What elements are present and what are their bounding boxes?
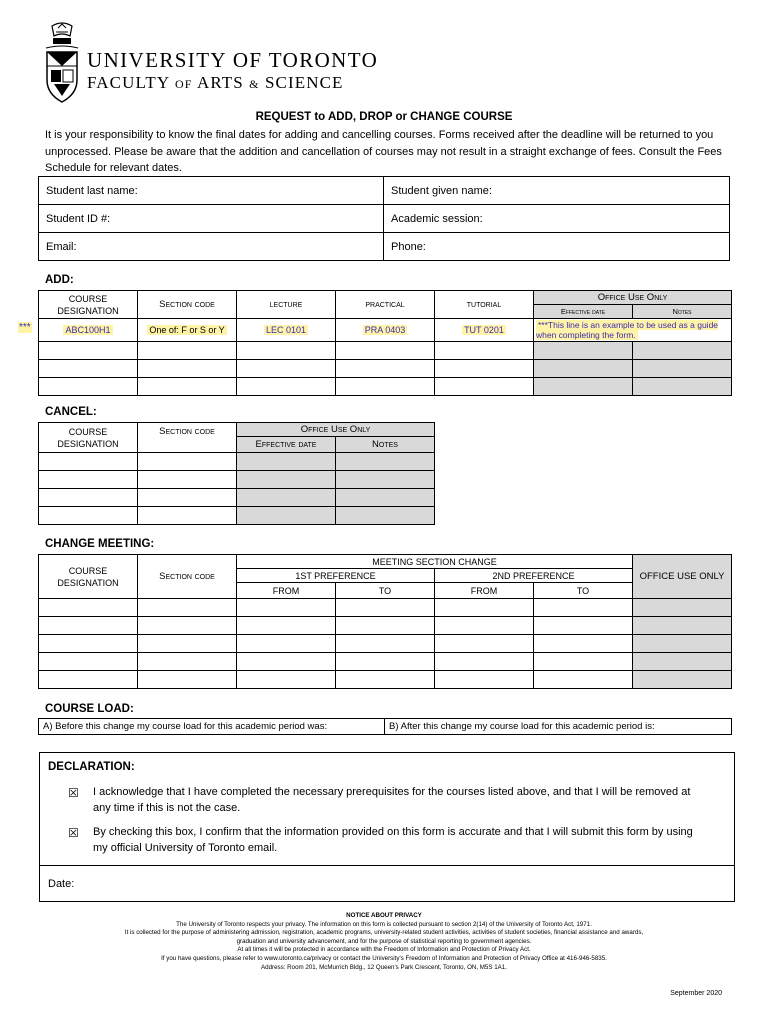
example-section: One of: F or S or Y <box>149 325 225 335</box>
privacy-title: NOTICE ABOUT PRIVACY <box>346 912 422 919</box>
pref1-from: FROM <box>237 583 336 599</box>
add-col-notes: Notes <box>633 305 732 319</box>
add-table <box>38 290 732 396</box>
meeting-section-change: MEETING SECTION CHANGE <box>237 555 633 569</box>
form-title: REQUEST to ADD, DROP or CHANGE COURSE <box>255 111 513 123</box>
add-section-label: ADD: <box>45 274 74 286</box>
cancel-col-section: Section code <box>138 423 237 453</box>
privacy-line: It is collected for the purpose of administering admission, registration, academic programs, university-related student activities, activities of student societies, financial assistance and awards, <box>124 929 644 937</box>
table-row <box>39 599 732 617</box>
change-section-label: CHANGE MEETING: <box>45 538 155 550</box>
first-preference: 1ST PREFERENCE <box>237 569 435 583</box>
cancel-col-notes: Notes <box>336 437 435 453</box>
pref1-to: TO <box>336 583 435 599</box>
table-row <box>39 471 435 489</box>
table-row <box>39 653 732 671</box>
add-col-tutorial: tutorial <box>435 291 534 319</box>
revision-date: September 2020 <box>670 990 722 997</box>
course-load-after-field[interactable]: B) After this change my course load for this academic period is: <box>385 719 732 735</box>
faculty-name: FACULTY OF ARTS & SCIENCE <box>87 73 344 92</box>
checkbox-checked-icon[interactable]: ☒ <box>68 826 79 840</box>
student-last-name-field[interactable]: Student last name: <box>39 177 384 205</box>
table-row <box>39 671 732 689</box>
university-name: UNIVERSITY OF TORONTO <box>87 48 379 72</box>
add-col-practical: practical <box>336 291 435 319</box>
add-col-lecture: lecture <box>237 291 336 319</box>
table-row <box>39 489 435 507</box>
course-load-label: COURSE LOAD: <box>45 703 134 715</box>
table-row <box>39 342 732 360</box>
pref2-to: TO <box>534 583 633 599</box>
university-crest-icon <box>44 22 80 104</box>
table-row <box>39 617 732 635</box>
add-office-use: Office Use Only <box>534 291 732 305</box>
example-course: ABC100H1 <box>65 325 111 335</box>
privacy-line: graduation and university advancement, and for the purpose of statistical reporting to government agencies. <box>236 937 532 945</box>
example-practical: PRA 0403 <box>364 325 406 335</box>
change-col-course: COURSE DESIGNATION <box>39 555 138 599</box>
student-info-table <box>38 176 730 261</box>
privacy-line: If you have questions, please refer to www.utoronto.ca/privacy or contact the University's Freedom of Information and Protection of Privacy Office at 416-946-5835. <box>161 954 607 962</box>
course-load-table <box>38 718 732 735</box>
add-example-row <box>39 319 732 342</box>
date-field[interactable]: Date: <box>48 878 75 890</box>
academic-session-field[interactable]: Academic session: <box>384 205 730 233</box>
letterhead <box>40 22 440 104</box>
student-given-name-field[interactable]: Student given name: <box>384 177 730 205</box>
intro-paragraph: It is your responsibility to know the final dates for adding and cancelling courses. Forms received after the deadline will be returned to you unprocessed. Please be aware that the addition and cancellation of courses may not result in a straight exchange of fees. Consult the Fees Schedule for relevant dates. <box>45 129 722 174</box>
example-marker: *** <box>19 322 31 333</box>
add-col-section: Section code <box>138 291 237 319</box>
example-note: ***This line is an example to be used as a guide when completing the form. <box>536 320 719 340</box>
cancel-col-course: COURSE DESIGNATION <box>39 423 138 453</box>
privacy-line: Address: Room 201, McMurrich Bldg., 12 Queen's Park Crescent, Toronto, ON, M5S 1A1. <box>261 963 507 971</box>
table-row <box>39 378 732 396</box>
declaration-text-1: I acknowledge that I have completed the necessary prerequisites for the courses listed above, and that I will be removed at any time if this is not the case. <box>93 786 691 814</box>
email-field[interactable]: Email: <box>39 233 384 261</box>
privacy-line: At all times it will be protected in accordance with the Freedom of Information and Protection of Privacy Act. <box>237 946 531 954</box>
table-row <box>39 635 732 653</box>
declaration-box <box>39 752 735 902</box>
add-col-course: COURSE DESIGNATION <box>39 291 138 319</box>
declaration-title: DECLARATION: <box>48 761 135 773</box>
phone-field[interactable]: Phone: <box>384 233 730 261</box>
cancel-col-effective: Effective date <box>237 437 336 453</box>
add-col-effective: Effective date <box>534 305 633 319</box>
cancel-table <box>38 422 435 525</box>
cancel-office-use: Office Use Only <box>237 423 435 437</box>
change-col-section: Section code <box>138 555 237 599</box>
table-row <box>39 360 732 378</box>
table-row <box>39 507 435 525</box>
change-meeting-table <box>38 554 732 689</box>
checkbox-checked-icon[interactable]: ☒ <box>68 786 79 800</box>
privacy-line: The University of Toronto respects your privacy. The information on this form is collected pursuant to section 2(14) of the University of Toronto Act, 1971. <box>176 920 592 928</box>
divider <box>40 865 734 866</box>
example-lecture: LEC 0101 <box>265 325 307 335</box>
declaration-text-2: By checking this box, I confirm that the information provided on this form is accurate and that I will submit this form by using my official University of Toronto email. <box>93 826 693 854</box>
table-row <box>39 453 435 471</box>
student-id-field[interactable]: Student ID #: <box>39 205 384 233</box>
pref2-from: FROM <box>435 583 534 599</box>
course-load-before-field[interactable]: A) Before this change my course load for this academic period was: <box>39 719 385 735</box>
privacy-notice <box>60 912 708 972</box>
change-office-use: OFFICE USE ONLY <box>633 555 732 599</box>
second-preference: 2ND PREFERENCE <box>435 569 633 583</box>
cancel-section-label: CANCEL: <box>45 406 97 418</box>
example-tutorial: TUT 0201 <box>464 325 504 335</box>
